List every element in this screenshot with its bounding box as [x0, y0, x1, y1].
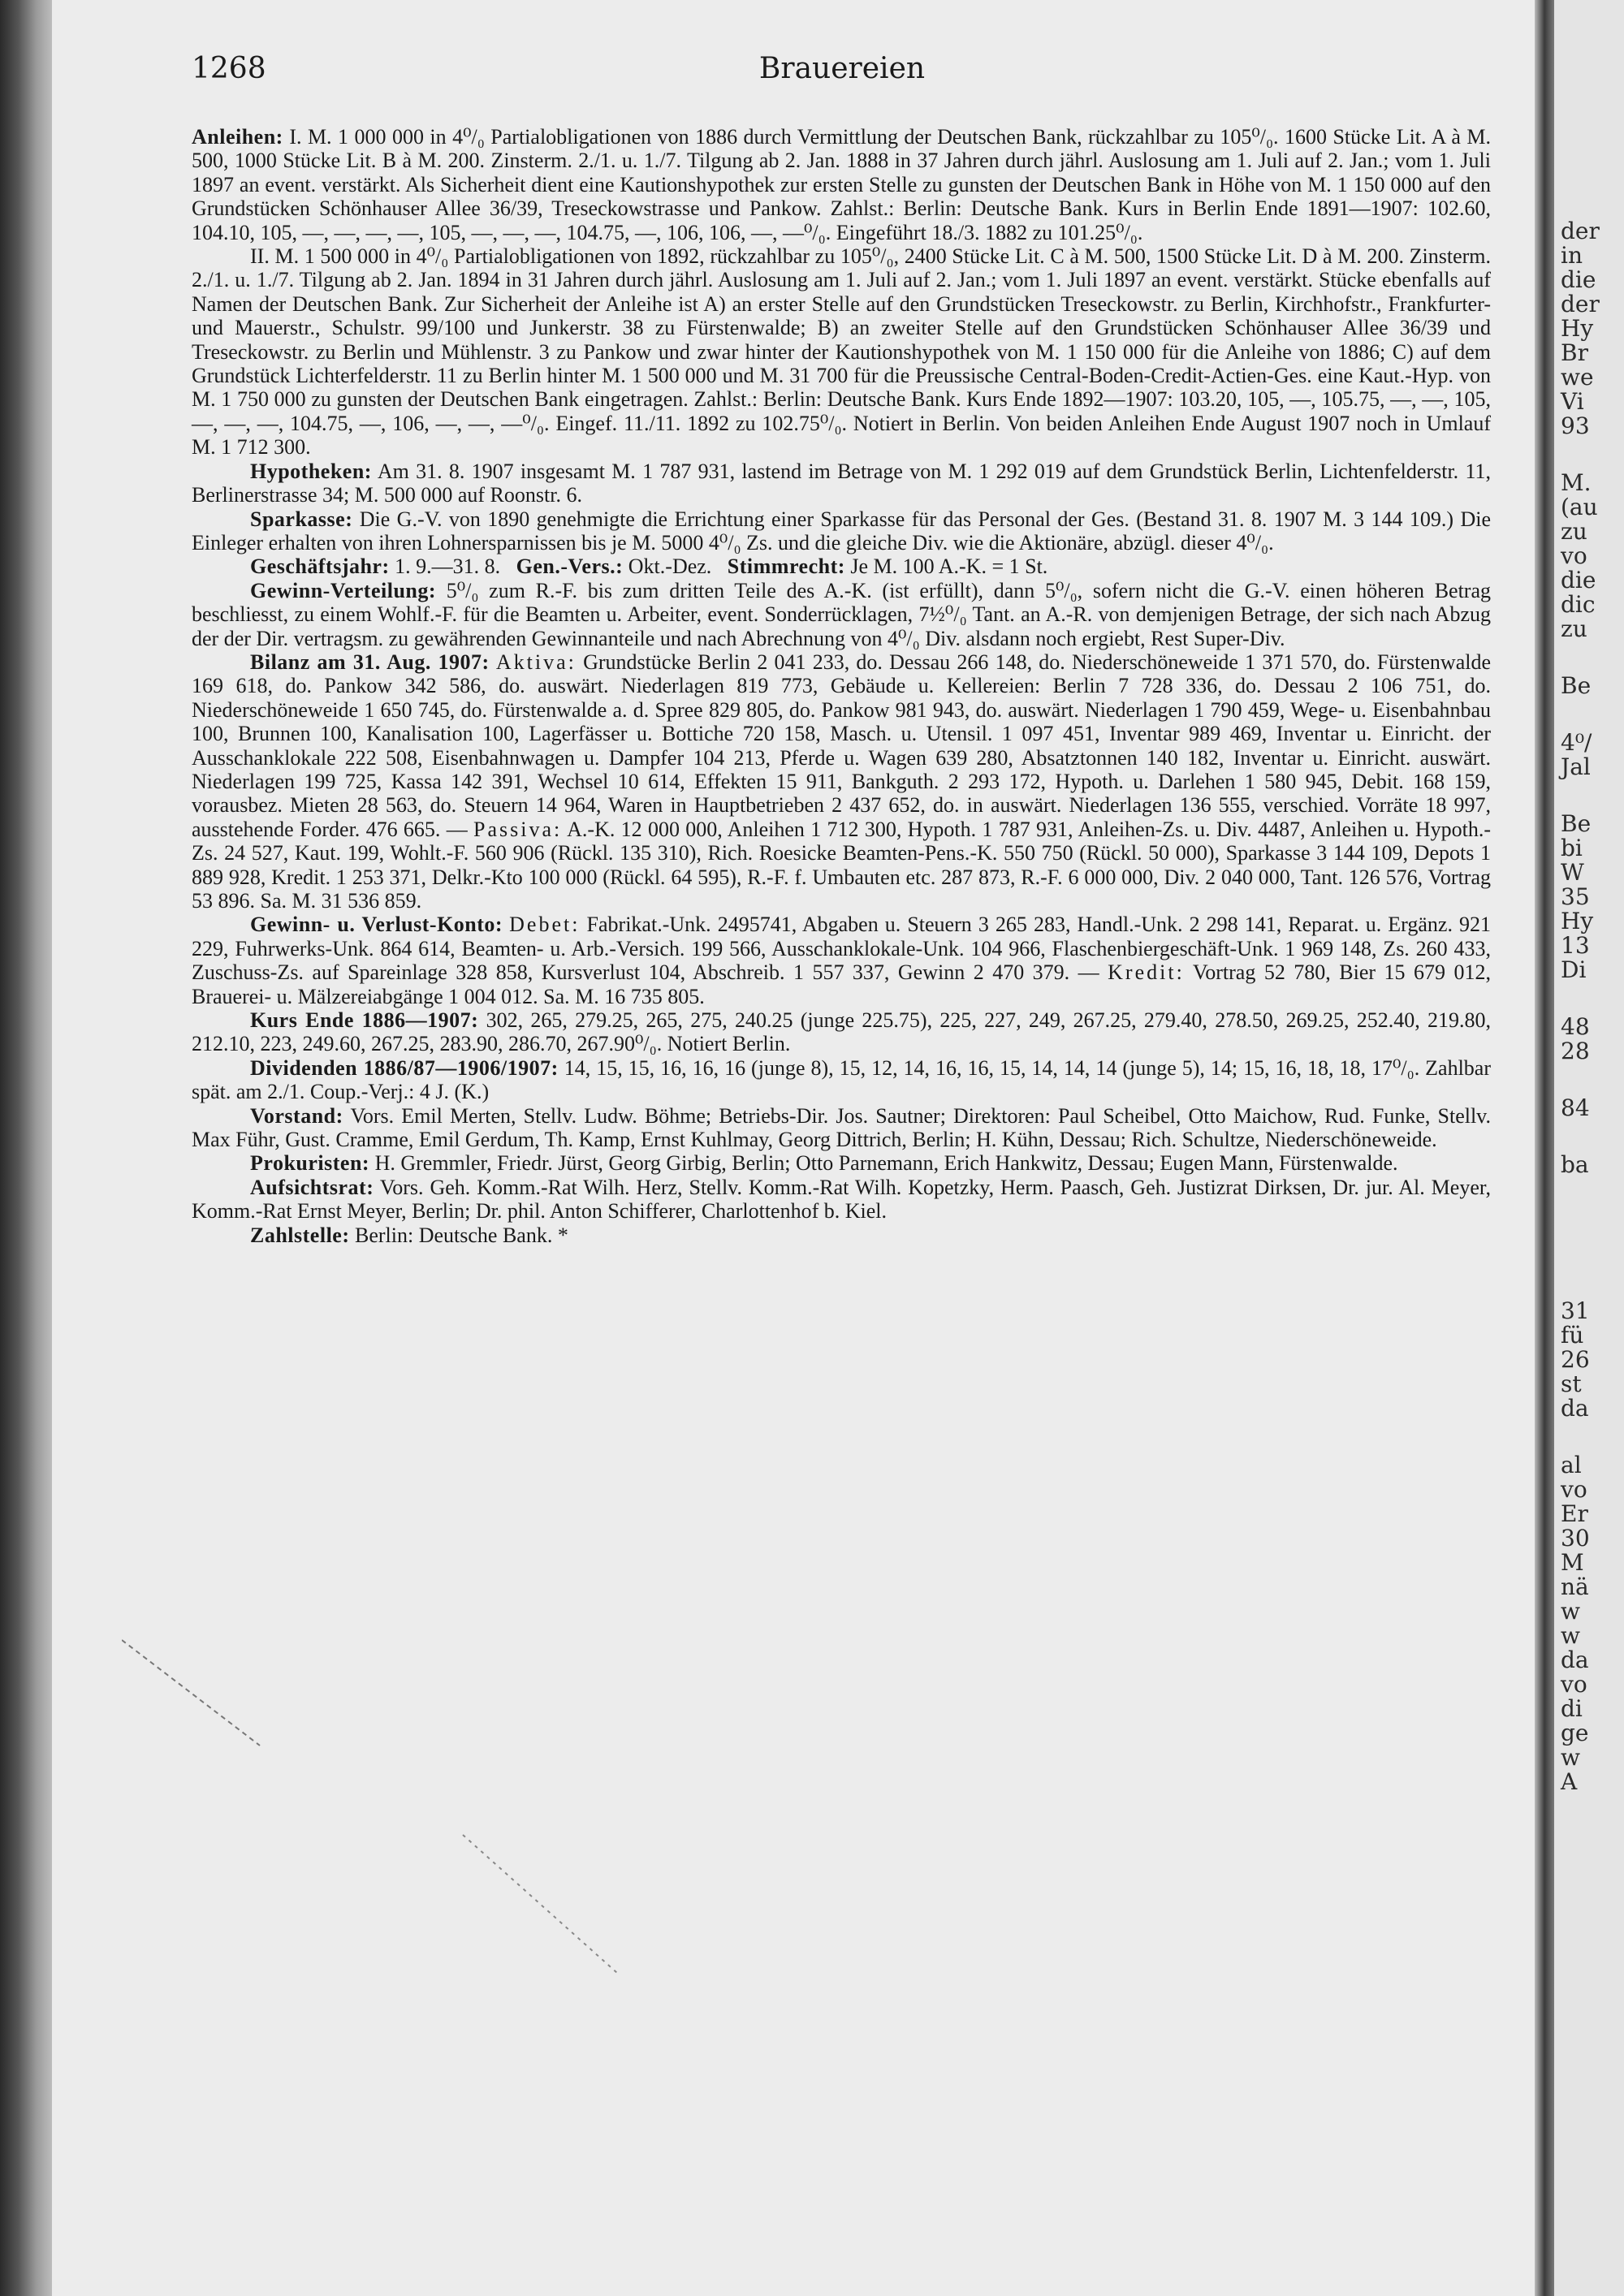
entry-label: Geschäftsjahr:	[250, 555, 390, 579]
adjacent-page-fragment: Be	[1561, 672, 1592, 699]
adjacent-page-fragment: Vi	[1561, 388, 1584, 415]
entry-sparkasse	[192, 507, 1491, 555]
entry-text: Vors. Geh. Komm.-Rat Wilh. Herz, Stellv. Komm.-Rat Wilh. Kopetzky, Herm. Paasch, Geh. Justizrat Dirksen, Dr. jur. Al. Meyer, Komm.-Rat Ernst Meyer, Berlin; Dr. phil. Anton Schifferer, Charlottenhof b. Kiel.	[192, 1175, 1492, 1224]
entry-label-genvers: Gen.-Vers.:	[516, 555, 624, 579]
adjacent-page-fragment: we	[1561, 364, 1594, 391]
adjacent-page-fragment: 84	[1561, 1094, 1590, 1121]
entry-label: Hypotheken:	[250, 459, 372, 483]
entry-aufsichtsrat	[192, 1176, 1491, 1224]
running-title: Brauereien	[758, 52, 926, 85]
entry-label: Anleihen:	[192, 125, 283, 149]
entry-geschaeftsjahr	[192, 555, 1491, 578]
page-gutter	[1535, 0, 1554, 2296]
entry-text-stimmrecht: Je M. 100 A.-K. = 1 St.	[850, 555, 1048, 579]
entry-label: Zahlstelle:	[250, 1223, 350, 1247]
adjacent-page-fragment: die	[1561, 266, 1596, 293]
adjacent-page-fragment: vo	[1561, 1476, 1587, 1503]
entry-label: Bilanz am 31. Aug. 1907:	[250, 650, 490, 674]
adjacent-page-fragment: 28	[1561, 1038, 1590, 1064]
adjacent-page-fragment: bi	[1561, 835, 1583, 861]
entry-text: I. M. 1 000 000 in 4⁰/₀ Partialobligationen von 1886 durch Vermittlung der Deutschen Bank, rückzahlbar zu 105⁰/₀. 1600 Stücke Lit. A à M. 500, 1000 Stücke Lit. B à M. 200. Zinsterm. 2./1. u. 1./7. Tilgung ab 2. Jan. 1888 in 37 Jahren durch jährl. Auslosung am 1. Juli auf 2. Jan.; vom 1. Juli 1897 an event. verstärkt. Als Sicherheit dient eine Kautionshypothek zur ersten Stelle zu gunsten der Deutschen Bank in Höhe von M. 1 150 000 auf den Grundstücken Schönhauser Allee 36/39, Treseckowstrasse und Pankow. Zahlst.: Berlin: Deutsche Bank. Kurs in Berlin Ende 1891—1907: 102.60, 104.10, 105, —, —, —, —, 105, —, —, —, 104.75, —, 106, 106, —, —⁰/₀. Eingeführt 18./3. 1882 zu 101.25⁰/₀.	[192, 125, 1492, 244]
entry-text: Am 31. 8. 1907 insgesamt M. 1 787 931, lastend im Betrage von M. 1 292 019 auf dem Grundstück Berlin, Lichtenfelderstr. 11, Berlinerstrasse 34; M. 500 000 auf Roonstr. 6.	[192, 459, 1491, 507]
adjacent-page-fragment: 93	[1561, 412, 1590, 439]
adjacent-page-fragment: 30	[1561, 1525, 1590, 1552]
adjacent-page-fragment: 35	[1561, 883, 1590, 910]
adjacent-page-fragment: da	[1561, 1395, 1589, 1422]
adjacent-page-fragment: w	[1561, 1744, 1580, 1771]
adjacent-page-fragment: M	[1561, 1549, 1584, 1576]
adjacent-page-fragment: der	[1561, 218, 1600, 244]
adjacent-page-fragment: da	[1561, 1646, 1589, 1673]
adjacent-page-fragment: M.	[1561, 469, 1592, 496]
entry-label: Gewinn- u. Verlust-Konto:	[250, 913, 503, 937]
page-header	[192, 52, 1492, 91]
entry-label: Kurs Ende 1886—1907:	[250, 1008, 479, 1033]
entry-text-genvers: Okt.-Dez.	[628, 555, 712, 579]
adjacent-page-fragment: Be	[1561, 810, 1592, 837]
adjacent-page-fragment: dic	[1561, 591, 1596, 618]
adjacent-page-fragment: Er	[1561, 1500, 1588, 1527]
entry-zahlstelle	[192, 1224, 1491, 1247]
entry-text: II. M. 1 500 000 in 4⁰/₀ Partialobligationen von 1892, rückzahlbar zu 105⁰/₀, 2400 Stücke Lit. C à M. 500, 1500 Stücke Lit. D à M. 200. Zinsterm. 2./1. u. 1./7. Tilgung ab 2. Jan. 1894 in 31 Jahren durch jährl. Auslosung am 1. Juli auf 2. Jan.; vom 1. Juli 1897 an event. verstärkt. Stücke ebenfalls auf Namen der Deutschen Bank. Zur Sicherheit der Anleihe ist A) an erster Stelle auf den Grundstücken Treseckowstr. zu Berlin, Kirchhofstr., Frankfurter- und Mauerstr., Schulstr. 99/100 und Junkerstr. 38 zu Fürstenwalde; B) an zweiter Stelle auf den Grundstücken Schönhauser Allee 36/39 und Treseckowstr. zu Berlin und Mühlenstr. 3 zu Pankow und zwar hinter der Kautionshypothek von M. 1 150 000 für die Anleihe von 1886; C) auf dem Grundstück Lichterfelderstr. 11 zu Berlin hinter M. 1 500 000 und M. 31 700 für die Preussische Central-Boden-Credit-Actien-Ges. eine Kaut.-Hyp. von M. 1 750 000 zu gunsten der Deutschen Bank eingetragen. Zahlst.: Berlin: Deutsche Bank. Kurs Ende 1892—1907: 103.20, 105, —, 105.75, —, —, 105, —, —, —, 104.75, —, 106, —, —, —⁰/₀. Eingef. 11./11. 1892 zu 102.75⁰/₀. Notiert in Berlin. Von beiden Anleihen Ende August 1907 noch in Umlauf M. 1 712 300.	[192, 244, 1491, 460]
entry-vorstand	[192, 1104, 1491, 1152]
adjacent-page-fragment: ba	[1561, 1151, 1589, 1178]
adjacent-page-fragment: 31	[1561, 1297, 1590, 1324]
adjacent-page-fragment: 13	[1561, 932, 1590, 959]
adjacent-page-fragment: al	[1561, 1452, 1582, 1478]
entry-dividenden	[192, 1056, 1491, 1104]
entry-gewinn-verlust	[192, 913, 1491, 1008]
entry-label: Gewinn-Verteilung:	[250, 578, 437, 602]
entry-text: Die G.-V. von 1890 genehmigte die Errichtung einer Sparkasse für das Personal der Ges. (Bestand 31. 8. 1907 M. 3 144 109.) Die Einleger erhalten von ihren Lohnersparnissen bis je M. 5000 4⁰/₀ Zs. und die gleiche Div. wie die Aktionäre, abzügl. dieser 4⁰/₀.	[192, 507, 1492, 555]
adjacent-page-fragment: 48	[1561, 1013, 1590, 1040]
adjacent-page-fragment: vo	[1561, 542, 1587, 569]
entry-bilanz	[192, 650, 1491, 913]
entry-gewinn-verteilung	[192, 579, 1491, 650]
adjacent-page-fragment: in	[1561, 242, 1583, 269]
adjacent-page-fragment: st	[1561, 1370, 1582, 1397]
adjacent-page-fragment: w	[1561, 1622, 1580, 1649]
adjacent-page-fragment: A	[1561, 1768, 1578, 1795]
entry-text: H. Gremmler, Friedr. Jürst, Georg Girbig, Berlin; Otto Parnemann, Erich Hankwitz, Dessau; Eugen Mann, Fürstenwalde.	[374, 1151, 1398, 1176]
article-body	[192, 125, 1491, 1247]
page-number: 1268	[192, 52, 266, 85]
kredit-label: Kredit:	[1108, 960, 1185, 985]
adjacent-page-fragment: zu	[1561, 615, 1587, 642]
adjacent-page-fragment: Di	[1561, 956, 1587, 983]
adjacent-page-fragment: w	[1561, 1598, 1580, 1625]
adjacent-page-fragment: ge	[1561, 1720, 1589, 1746]
entry-text: 5⁰/₀ zum R.-F. bis zum dritten Teile des A.-K. (ist erfüllt), dann 5⁰/₀, sofern nicht die G.-V. einen höheren Betrag beschliesst, zu einem Wohlf.-F. für die Beamten u. Arbeiter, event. Sonderrücklagen, 7½⁰/₀ Tant. an A.-R. von demjenigen Betrage, der sich nach Abzug der der Dir. vertragsm. zu gewährenden Gewinnanteile und nach Abrechnung von 4⁰/₀ Div. alsdann noch ergiebt, Rest Super-Div.	[192, 578, 1491, 650]
adjacent-page-fragment: Br	[1561, 339, 1588, 366]
adjacent-page-fragment: zu	[1561, 518, 1587, 545]
adjacent-page-fragment: der	[1561, 291, 1600, 317]
book-binding-edge	[0, 0, 52, 2296]
entry-text: Grundstücke Berlin 2 041 233, do. Dessau 266 148, do. Niederschöneweide 1 371 570, do. Fürstenwalde 169 618, do. Pankow 342 586, do. auswärt. Niederlagen 819 773, Gebäude u. Kellereien: Berlin 7 728 336, do. Dessau 2 106 751, do. Niederschöneweide 1 650 745, do. Fürstenwalde a. d. Spree 829 805, do. Pankow 981 943, do. auswärt. Niederlagen 1 790 459, Wege- u. Eisenbahnbau 100, Brunnen 100, Kanalisation 100, Lagerfässer u. Bottiche 720 158, Masch. u. Utensil. 1 097 451, Inventar 989 469, Inventar u. Einricht. der Ausschanklokale 222 508, Eisenbahnwagen u. Dampfer 104 213, Pferde u. Wagen 639 280, Absatztonnen 140 182, Inventar u. Einricht. auswärt. Niederlagen 199 725, Kassa 142 391, Wechsel 10 614, Effekten 15 911, Bankguth. 2 293 172, Hypoth. u. Darlehen 1 580 945, Debit. 168 159, vorausbez. Mieten 28 563, do. Steuern 14 964, Waren in Hauptbetrieben 2 437 652, do. in auswärt. Niederlagen 136 555, verschied. Vorräte 18 997, ausstehende Forder. 476 665. —	[192, 650, 1492, 841]
adjacent-page-fragment: Jal	[1561, 753, 1591, 780]
entry-label: Prokuristen:	[250, 1151, 370, 1176]
adjacent-page-fragment: fü	[1561, 1322, 1584, 1349]
entry-label: Sparkasse:	[250, 507, 353, 531]
aktiva-label: Aktiva:	[495, 650, 577, 674]
adjacent-page-edge	[1554, 0, 1624, 2296]
passiva-label: Passiva:	[473, 817, 563, 841]
adjacent-page-fragment: die	[1561, 567, 1596, 593]
entry-hypotheken	[192, 460, 1491, 507]
entry-label: Dividenden 1886/87—1906/1907:	[250, 1055, 559, 1080]
adjacent-page-fragment: 26	[1561, 1346, 1590, 1373]
adjacent-page-fragment: 4⁰/	[1561, 729, 1592, 756]
entry-text-kredit: Vortrag 52 780, Bier 15 679 012, Brauerei- u. Mälzereiabgänge 1 004 012. Sa. M. 16 735 805.	[192, 960, 1491, 1008]
entry-prokuristen	[192, 1151, 1491, 1175]
entry-text-passiva: A.-K. 12 000 000, Anleihen 1 712 300, Hypoth. 1 787 931, Anleihen-Zs. u. Div. 4487, Anleihen u. Hypoth.-Zs. 24 527, Kaut. 199, Wohlt.-F. 560 906 (Rückl. 135 310), Rich. Roesicke Beamten-Pens.-K. 550 750 (Rückl. 50 000), Sparkasse 3 144 109, Depots 1 889 928, Kredit. 1 253 371, Delkr.-Kto 100 000 (Rückl. 64 595), R.-F. f. Umbauten etc. 287 873, R.-F. 6 000 000, Div. 2 040 000, Tant. 126 576, Vortrag 53 896. Sa. M. 31 536 859.	[192, 817, 1492, 913]
entry-text: 302, 265, 279.25, 265, 275, 240.25 (junge 225.75), 225, 227, 249, 267.25, 279.40, 278.50, 269.25, 252.40, 219.80, 212.10, 223, 249.60, 267.25, 283.90, 286.70, 267.90⁰/₀. Notiert Berlin.	[192, 1008, 1491, 1056]
adjacent-page-fragment: Hy	[1561, 908, 1594, 934]
debet-label: Debet:	[509, 913, 581, 937]
adjacent-page-fragment: (au	[1561, 494, 1598, 520]
entry-label: Vorstand:	[250, 1103, 343, 1128]
adjacent-page-fragment: di	[1561, 1695, 1583, 1722]
entry-text: 1. 9.—31. 8.	[395, 555, 501, 579]
entry-kurs	[192, 1008, 1491, 1056]
entry-text: 14, 15, 15, 16, 16, 16 (junge 8), 15, 12, 14, 16, 16, 15, 14, 14, 14 (junge 5), 14; 15, 16, 18, 18, 17⁰/₀. Zahlbar spät. am 2./1. Coup.-Verj.: 4 J. (K.)	[192, 1055, 1492, 1104]
entry-label: Aufsichtsrat:	[250, 1175, 374, 1199]
entry-anleihen	[192, 125, 1491, 244]
entry-text: Berlin: Deutsche Bank. *	[355, 1223, 568, 1247]
entry-text: Fabrikat.-Unk. 2495741, Abgaben u. Steuern 3 265 283, Handl.-Unk. 2 298 141, Reparat. u. Ergänz. 921 229, Fuhrwerks-Unk. 864 614, Beamten- u. Arb.-Versich. 199 566, Ausschanklokale-Unk. 104 966, Flaschenbiergeschäft-Unk. 1 969 148, Zs. 260 433, Zuschuss-Zs. auf Spareinlage 328 858, Kursverlust 104, Abschreib. 1 557 337, Gewinn 2 470 379. —	[192, 913, 1492, 985]
adjacent-page-fragment: W	[1561, 859, 1584, 886]
adjacent-page-fragment: vo	[1561, 1671, 1587, 1698]
adjacent-page-fragment: Hy	[1561, 315, 1594, 342]
entry-label-stimmrecht: Stimmrecht:	[727, 555, 845, 579]
adjacent-page-fragment: nä	[1561, 1573, 1589, 1600]
entry-anleihen-2	[192, 244, 1491, 460]
entry-text: Vors. Emil Merten, Stellv. Ludw. Böhme; Betriebs-Dir. Jos. Sautner; Direktoren: Paul Scheibel, Otto Maichow, Rud. Funke, Stellv. Max Führ, Gust. Cramme, Emil Gerdum, Th. Kamp, Ernst Kuhlmay, Georg Dittrich, Berlin; H. Kühn, Dessau; Rich. Schultze, Niederschöneweide.	[192, 1103, 1491, 1152]
